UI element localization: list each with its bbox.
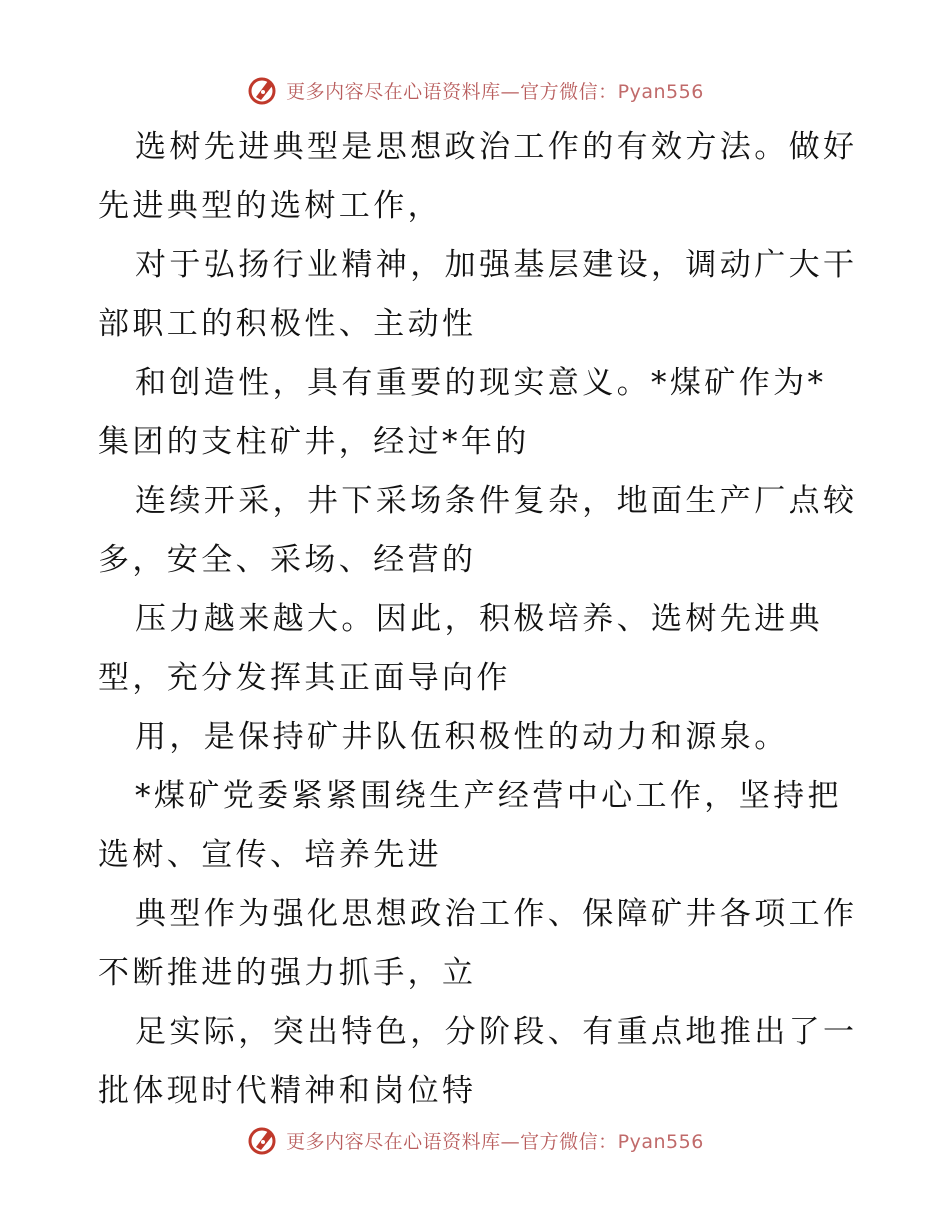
paragraph: 对于弘扬行业精神，加强基层建设，调动广大干部职工的积极性、主动性 xyxy=(98,247,858,342)
pen-nib-circle-icon xyxy=(246,1123,280,1157)
footer-banner-text xyxy=(286,1127,704,1154)
header-banner-text xyxy=(286,77,704,104)
footer-banner-wechat-id: Pyan556 xyxy=(617,1130,704,1153)
paragraph: 选树先进典型是思想政治工作的有效方法。做好先进典型的选树工作， xyxy=(98,129,858,224)
paragraph: *煤矿党委紧紧围绕生产经营中心工作，坚持把选树、宣传、培养先进 xyxy=(98,778,842,873)
paragraph: 压力越来越大。因此，积极培养、选树先进典型，充分发挥其正面导向作 xyxy=(98,601,823,696)
paragraph: 典型作为强化思想政治工作、保障矿井各项工作不断推进的强力抓手，立 xyxy=(98,896,858,991)
header-banner xyxy=(0,70,950,110)
footer-banner xyxy=(0,1120,950,1160)
header-banner-wechat-id: Pyan556 xyxy=(617,80,704,103)
footer-banner-cn: 更多内容尽在心语资料库—官方微信： xyxy=(286,1130,618,1153)
paragraph: 足实际，突出特色，分阶段、有重点地推出了一批体现时代精神和岗位特 xyxy=(98,1014,858,1109)
paragraph: 和创造性，具有重要的现实意义。*煤矿作为*集团的支柱矿井，经过*年的 xyxy=(98,365,827,460)
paragraph: 连续开采，井下采场条件复杂，地面生产厂点较多，安全、采场、经营的 xyxy=(98,483,858,578)
pen-nib-circle-icon xyxy=(246,73,280,107)
document-body xyxy=(98,118,858,1121)
paragraph: 用，是保持矿井队伍积极性的动力和源泉。 xyxy=(135,719,789,755)
header-banner-cn: 更多内容尽在心语资料库—官方微信： xyxy=(286,80,618,103)
